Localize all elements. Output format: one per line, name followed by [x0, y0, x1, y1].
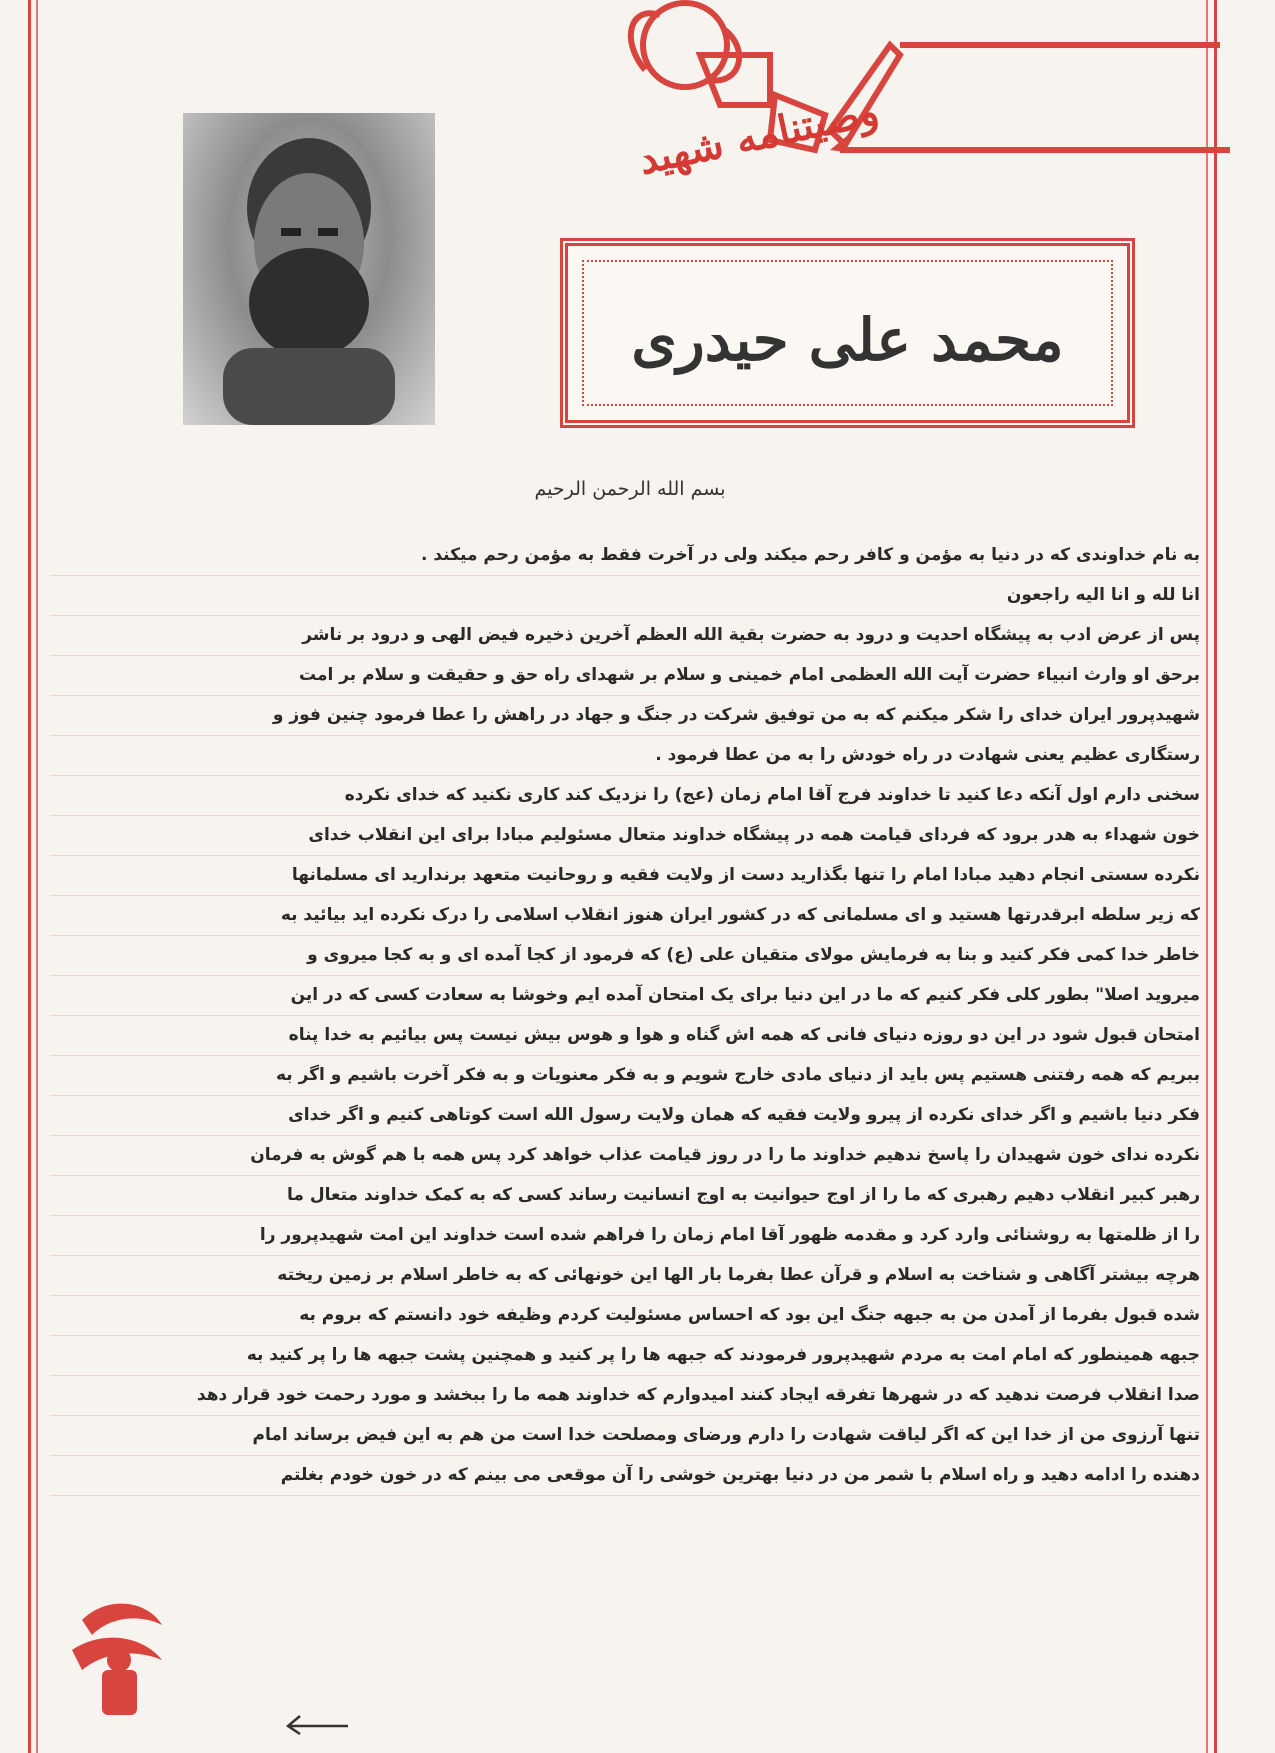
- body-line: سخنی دارم اول آنکه دعا کنید تا خداوند فرج آقا امام زمان (عج) را نزدیک کند کاری نکنید که خدای نکرده: [50, 776, 1200, 816]
- body-line: امتحان قبول شود در این دو روزه دنیای فانی که همه اش گناه و هوا و هوس بیش نیست پس بیائیم به خدا پناه: [50, 1016, 1200, 1056]
- body-line: پس از عرض ادب به پیشگاه احدیت و درود به حضرت بقیة الله العظم آخرین ذخیره فیض الهی و درود بر ناشر: [50, 616, 1200, 656]
- frame-right-inner: [1206, 0, 1208, 1753]
- body-line: خاطر خدا کمی فکر کنید و بنا به فرمایش مولای متقیان علی (ع) که فرمود از کجا آمده ای و به کجا میروی و: [50, 936, 1200, 976]
- body-line: را از ظلمتها به روشنائی وارد کرد و مقدمه ظهور آقا امام زمان را فراهم شده است خداوند این امت شهیدپرور را: [50, 1216, 1200, 1256]
- body-line: برحق او وارث انبیاء حضرت آیت الله العظمی امام خمینی و سلام بر شهدای راه حق و حقیقت و سلام بر امت: [50, 656, 1200, 696]
- name-plate: [560, 238, 1135, 428]
- body-line: صدا انقلاب فرصت ندهید که در شهرها تفرقه ایجاد کنند امیدوارم که خداوند همه ما را ببخشد و مورد رحمت خود قرار دهد: [50, 1376, 1200, 1416]
- foundation-emblem-icon: [62, 1590, 177, 1730]
- body-line: رهبر کبیر انقلاب دهیم رهبری که ما را از اوج حیوانیت به اوج انسانیت رساند کسی که به کمک خداوند متعال ما: [50, 1176, 1200, 1216]
- frame-right-outer: [1214, 0, 1217, 1753]
- body-line: جبهه همینطور که امام امت به مردم شهیدپرور فرمودند که جبهه ها را پر کنید و همچنین پشت جبهه ها را پر کنید به: [50, 1336, 1200, 1376]
- body-line: خون شهداء به هدر برود که فردای قیامت همه در پیشگاه خداوند متعال مسئولیم مبادا برای این انقلاب خدای: [50, 816, 1200, 856]
- body-line: هرچه بیشتر آگاهی و شناخت به اسلام و قرآن عطا بفرما بار الها این خونهائی که به خاطر اسلام بر زمین ریخته: [50, 1256, 1200, 1296]
- portrait-silhouette-icon: [183, 113, 435, 425]
- bismillah: بسم الله الرحمن الرحیم: [534, 478, 726, 500]
- body-line: نکرده ندای خون شهیدان را پاسخ ندهیم خداوند ما را در روز قیامت عذاب خواهد کرد پس همه با هم گوش به فرمان: [50, 1136, 1200, 1176]
- testament-body: [50, 536, 1200, 1496]
- body-line: دهنده را ادامه دهید و راه اسلام با شمر من در دنیا بهترین خوشی را آن موقعی می بینم که در خون خودم بغلتم: [50, 1456, 1200, 1496]
- hand-drawn-arrow-icon: [282, 1712, 352, 1738]
- body-line: که زیر سلطه ابرقدرتها هستید و ای مسلمانی که در کشور ایران هنوز انقلاب اسلامی را درک نکرده اید بیائید به: [50, 896, 1200, 936]
- frame-left-outer: [28, 0, 31, 1753]
- martyr-name: محمد علی حیدری: [631, 306, 1064, 374]
- body-line: ببریم که همه رفتنی هستیم پس باید از دنیای مادی خارج شویم و به فکر معنویات و به فکر آخرت باشیم و اگر به: [50, 1056, 1200, 1096]
- martyr-portrait: [183, 113, 435, 425]
- body-line: فکر دنیا باشیم و اگر خدای نکرده از پیرو ولایت فقیه که همان ولایت رسول الله است کوتاهی کنیم و اگر خدای: [50, 1096, 1200, 1136]
- body-line: شده قبول بفرما از آمدن من به جبهه جنگ این بود که احساس مسئولیت کردم وظیفه خود دانستم که بروم به: [50, 1296, 1200, 1336]
- body-line: انا لله و انا الیه راجعون: [50, 576, 1200, 616]
- body-line: رستگاری عظیم یعنی شهادت در راه خودش را به من عطا فرمود .: [50, 736, 1200, 776]
- body-line: نکرده سستی انجام دهید مبادا امام را تنها بگذارید دست از ولایت فقیه و روحانیت متعهد برندارید ای مسلمانها: [50, 856, 1200, 896]
- body-line: تنها آرزوی من از خدا این که اگر لیاقت شهادت را دارم ورضای ومصلحت خدا است من هم به این فیض برساند امام: [50, 1416, 1200, 1456]
- body-line: به نام خداوندی که در دنیا به مؤمن و کافر رحم میکند ولی در آخرت فقط به مؤمن رحم میکند .: [50, 536, 1200, 576]
- body-line: شهیدپرور ایران خدای را شکر میکنم که به من توفیق شرکت در جنگ و جهاد در راهش را عطا فرمود چنین فوز و: [50, 696, 1200, 736]
- frame-left-inner: [36, 0, 38, 1753]
- body-line: میروید اصلا" بطور کلی فکر کنیم که ما در این دنیا برای یک امتحان آمده ایم وخوشا به سعادت کسی که در این: [50, 976, 1200, 1016]
- header-title: وصیتنامه شهید: [634, 87, 883, 184]
